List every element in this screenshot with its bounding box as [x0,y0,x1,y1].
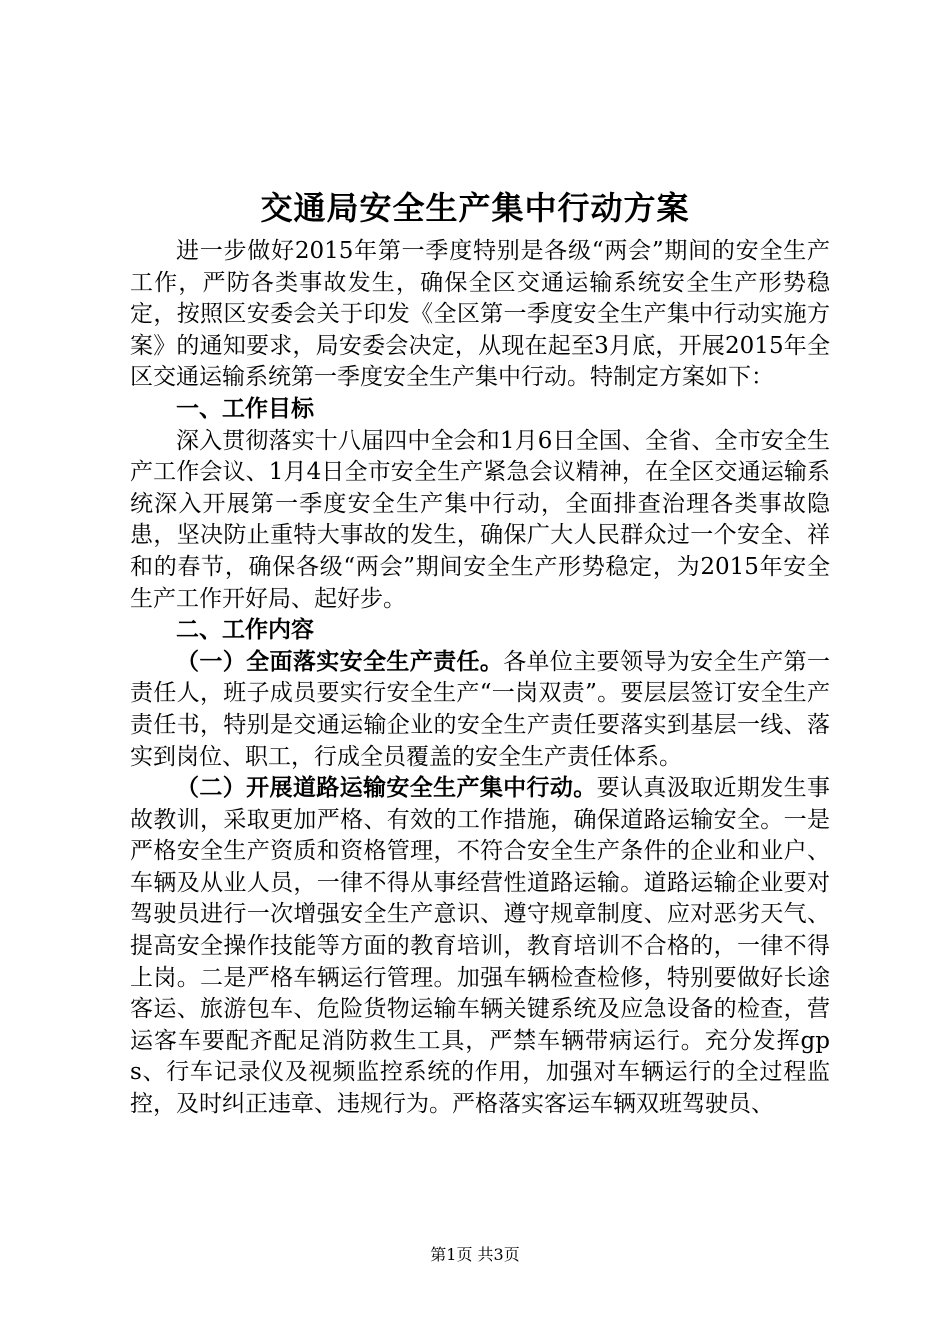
document-body [130,236,830,1121]
content-item-1 [130,647,830,773]
content-item-1-text: 各单位主要领导为安全生产第一责任人，班子成员要实行安全生产“一岗双责”。要层层签订安全生产责任书，特别是交通运输企业的安全生产责任要落实到基层一线、落实到岗位、职工，行成全员覆盖的安全生产责任体系。 [130,648,831,770]
content-item-2-text: 要认真汲取近期发生事故教训，采取更加严格、有效的工作措施，确保道路运输安全。一是严格安全生产资质和资格管理，不符合安全生产条件的企业和业户、车辆及从业人员，一律不得从事经营性道路运输。道路运输企业要对驾驶员进行一次增强安全生产意识、遵守规章制度、应对恶劣天气、提高安全操作技能等方面的教育培训，教育培训不合格的，一律不得上岗。二是严格车辆运行管理。加强车辆检查检修，特别要做好长途客运、旅游包车、危险货物运输车辆关键系统及应急设备的检查，营运客车要配齐配足消防救生工具，严禁车辆带病运行。充分发挥gps、行车记录仪及视频监控系统的作用，加强对车辆运行的全过程监控，及时纠正违章、违规行为。严格落实客运车辆双班驾驶员、 [130,775,831,1118]
document-title: 交通局安全生产集中行动方案 [260,189,690,227]
page-footer: 第1页 共3页 [430,1245,520,1264]
content-item-2 [130,773,830,1121]
goals-paragraph: 深入贯彻落实十八届四中全会和1月6日全国、全省、全市安全生产工作会议、1月4日全市安全生产紧急会议精神，在全区交通运输系统深入开展第一季度安全生产集中行动，全面排查治理各类事故隐患，坚决防止重特大事故的发生，确保广大人民群众过一个安全、祥和的春节，确保各级“两会”期间安全生产形势稳定，为2015年安全生产工作开好局、起好步。 [130,427,830,612]
content-item-2-lead: （二）开展道路运输安全生产集中行动。 [176,775,597,802]
intro-paragraph: 进一步做好2015年第一季度特别是各级“两会”期间的安全生产工作，严防各类事故发生，确保全区交通运输系统安全生产形势稳定，按照区安委会关于印发《全区第一季度安全生产集中行动实施方案》的通知要求，局安委会决定，从现在起至3月底，开展2015年全区交通运输系统第一季度安全生产集中行动。特制定方案如下： [130,238,830,391]
content-item-1-lead: （一）全面落实安全生产责任。 [176,648,504,675]
section-heading-content: 二、工作内容 [176,617,314,644]
section-heading-goals: 一、工作目标 [176,395,314,422]
